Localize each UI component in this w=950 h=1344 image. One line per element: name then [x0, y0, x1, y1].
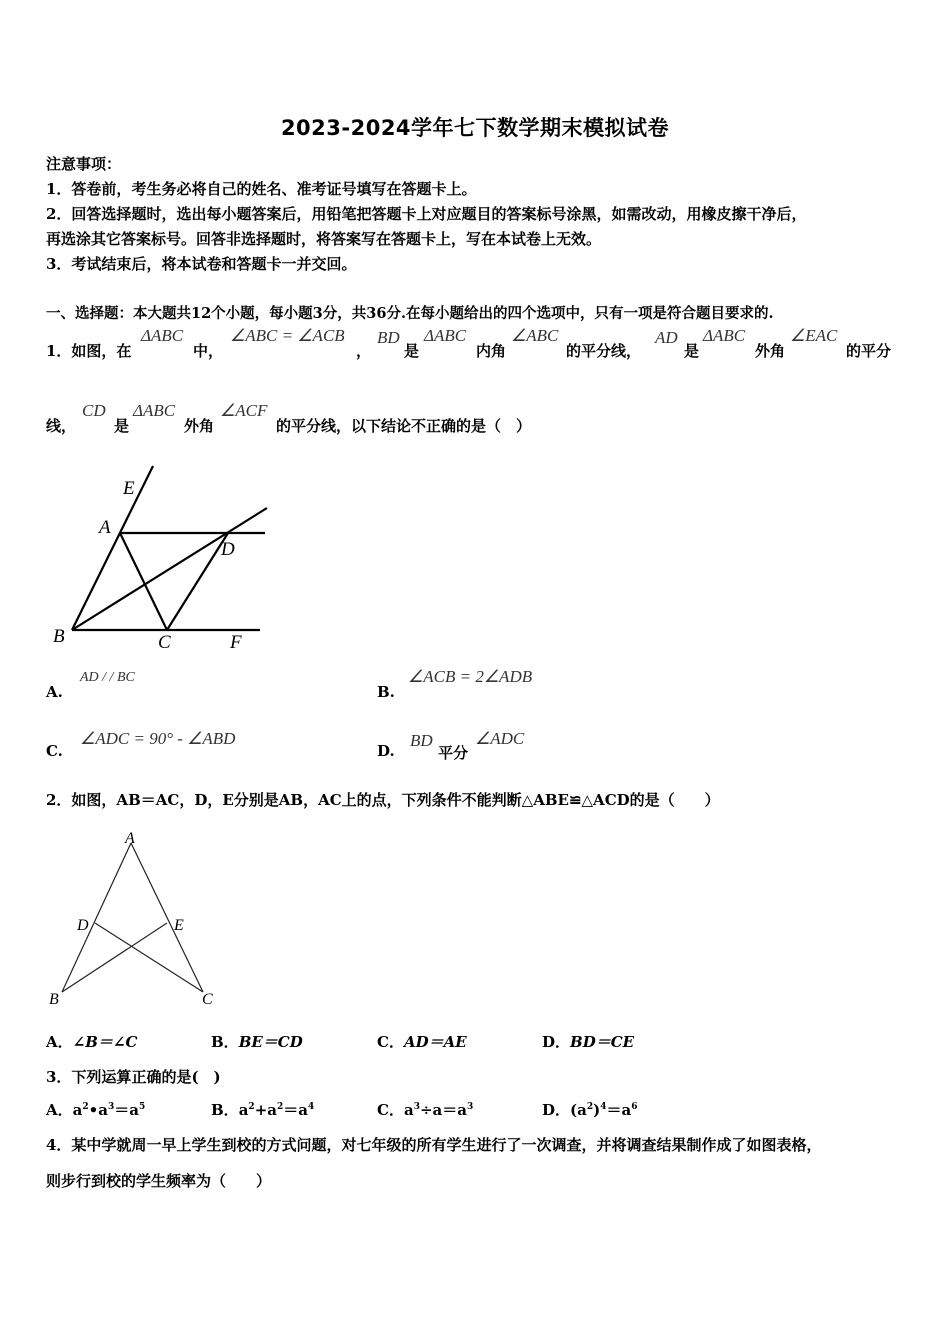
- q1-math: ∠EAC: [790, 326, 838, 345]
- option-text: ∠ADC = 90° - ∠ABD: [80, 729, 236, 748]
- q1-text: ，: [356, 342, 372, 360]
- q1-text: 是: [684, 342, 700, 360]
- fig-label: D: [221, 539, 235, 560]
- q1-text: 是: [404, 342, 420, 360]
- fig-label: C: [158, 632, 171, 653]
- option-text: AD / / BC: [80, 670, 135, 685]
- q1-text: 的平分线，: [566, 342, 642, 360]
- q1-text: 的平分线，以下结论不正确的是（ ）: [276, 417, 532, 435]
- q3-option-d: D．$(a^2)^4=a^6$: [542, 1101, 638, 1119]
- option-text: 平分: [438, 744, 469, 762]
- option-text: ∠ACB = 2∠ADB: [408, 667, 533, 686]
- option-text: BD: [410, 731, 433, 750]
- option-label: A.: [46, 683, 63, 701]
- line-ac: [120, 533, 167, 630]
- q2-option-c: C．AD＝AE: [377, 1033, 467, 1051]
- q3-option-c: C．$a^3\div a=a^3$: [377, 1101, 474, 1119]
- q1-math: CD: [82, 401, 106, 420]
- q1-text: 外角: [755, 342, 786, 360]
- q2-figure: [45, 826, 225, 1011]
- option-label: D.: [377, 742, 395, 760]
- notice-item: 再选涂其它答案标号。回答非选择题时，将答案写在答题卡上，写在本试卷上无效。: [46, 230, 602, 248]
- q2-option-d: D．BD＝CE: [542, 1033, 635, 1051]
- q1-math: ΔABC: [424, 326, 467, 345]
- fig-label: A: [99, 517, 111, 538]
- notice-heading: 注意事项：: [46, 155, 122, 173]
- q1-math: ∠ABC: [511, 326, 559, 345]
- q1-math: ΔABC: [133, 401, 176, 420]
- q1-math: ∠ABC = ∠ACB: [230, 326, 345, 345]
- q4-stem: 则步行到校的学生频率为（ ）: [46, 1172, 272, 1190]
- fig-label: B: [49, 991, 59, 1008]
- q1-text: 线，: [46, 417, 77, 435]
- fig-label: C: [202, 991, 213, 1008]
- fig-label: F: [230, 632, 242, 653]
- fig-label: D: [77, 917, 89, 934]
- q1-text: 的平分: [846, 342, 892, 360]
- q1-text: 外角: [184, 417, 215, 435]
- q1-math: AD: [655, 328, 678, 347]
- q3-stem: 3．下列运算正确的是( ): [46, 1068, 221, 1086]
- q1-text: 内角: [476, 342, 507, 360]
- q3-option-b: B．$a^2+a^2=a^4$: [211, 1101, 315, 1119]
- notice-item: 1．答卷前，考生务必将自己的姓名、准考证号填写在答题卡上。: [46, 180, 477, 198]
- option-label: C.: [46, 742, 63, 760]
- page-title: 2023-2024学年七下数学期末模拟试卷: [280, 116, 670, 140]
- q3-option-a: A．$a^2•a^3=a^5$: [46, 1101, 146, 1119]
- q2-option-b: B．BE＝CD: [211, 1033, 303, 1051]
- fig-label: E: [174, 917, 184, 934]
- q1-text: 中，: [193, 342, 224, 360]
- option-text: ∠ADC: [475, 729, 525, 748]
- q1-figure: [50, 460, 280, 655]
- fig-label: B: [53, 626, 65, 647]
- line-cd: [167, 533, 228, 630]
- q2-option-a: A．∠B＝∠C: [46, 1033, 138, 1051]
- fig-label: E: [123, 478, 135, 499]
- q1-math: ΔABC: [703, 326, 746, 345]
- section-heading: 一、选择题：本大题共12个小题，每小题3分，共36分.在每小题给出的四个选项中，只有一项是符合题目要求的.: [46, 305, 774, 322]
- option-label: B.: [377, 683, 395, 701]
- q1-text: 是: [114, 417, 130, 435]
- q1-text: 1．如图，在: [46, 342, 132, 360]
- q1-math: ΔABC: [141, 326, 184, 345]
- q1-math: BD: [377, 328, 400, 347]
- notice-item: 3．考试结束后，将本试卷和答题卡一并交回。: [46, 255, 357, 273]
- q1-math: ∠ACF: [220, 401, 268, 420]
- notice-item: 2．回答选择题时，选出每小题答案后，用铅笔把答题卡上对应题目的答案标号涂黑，如需改动，用橡皮擦干净后，: [46, 205, 807, 223]
- fig-label: A: [125, 830, 135, 847]
- q4-stem: 4．某中学就周一早上学生到校的方式问题，对七年级的所有学生进行了一次调查，并将调查结果制作成了如图表格，: [46, 1136, 822, 1154]
- q2-stem: 2．如图，AB＝AC，D，E分别是AB，AC上的点，下列条件不能判断△ABE≌△ACD的是（ ）: [46, 791, 720, 809]
